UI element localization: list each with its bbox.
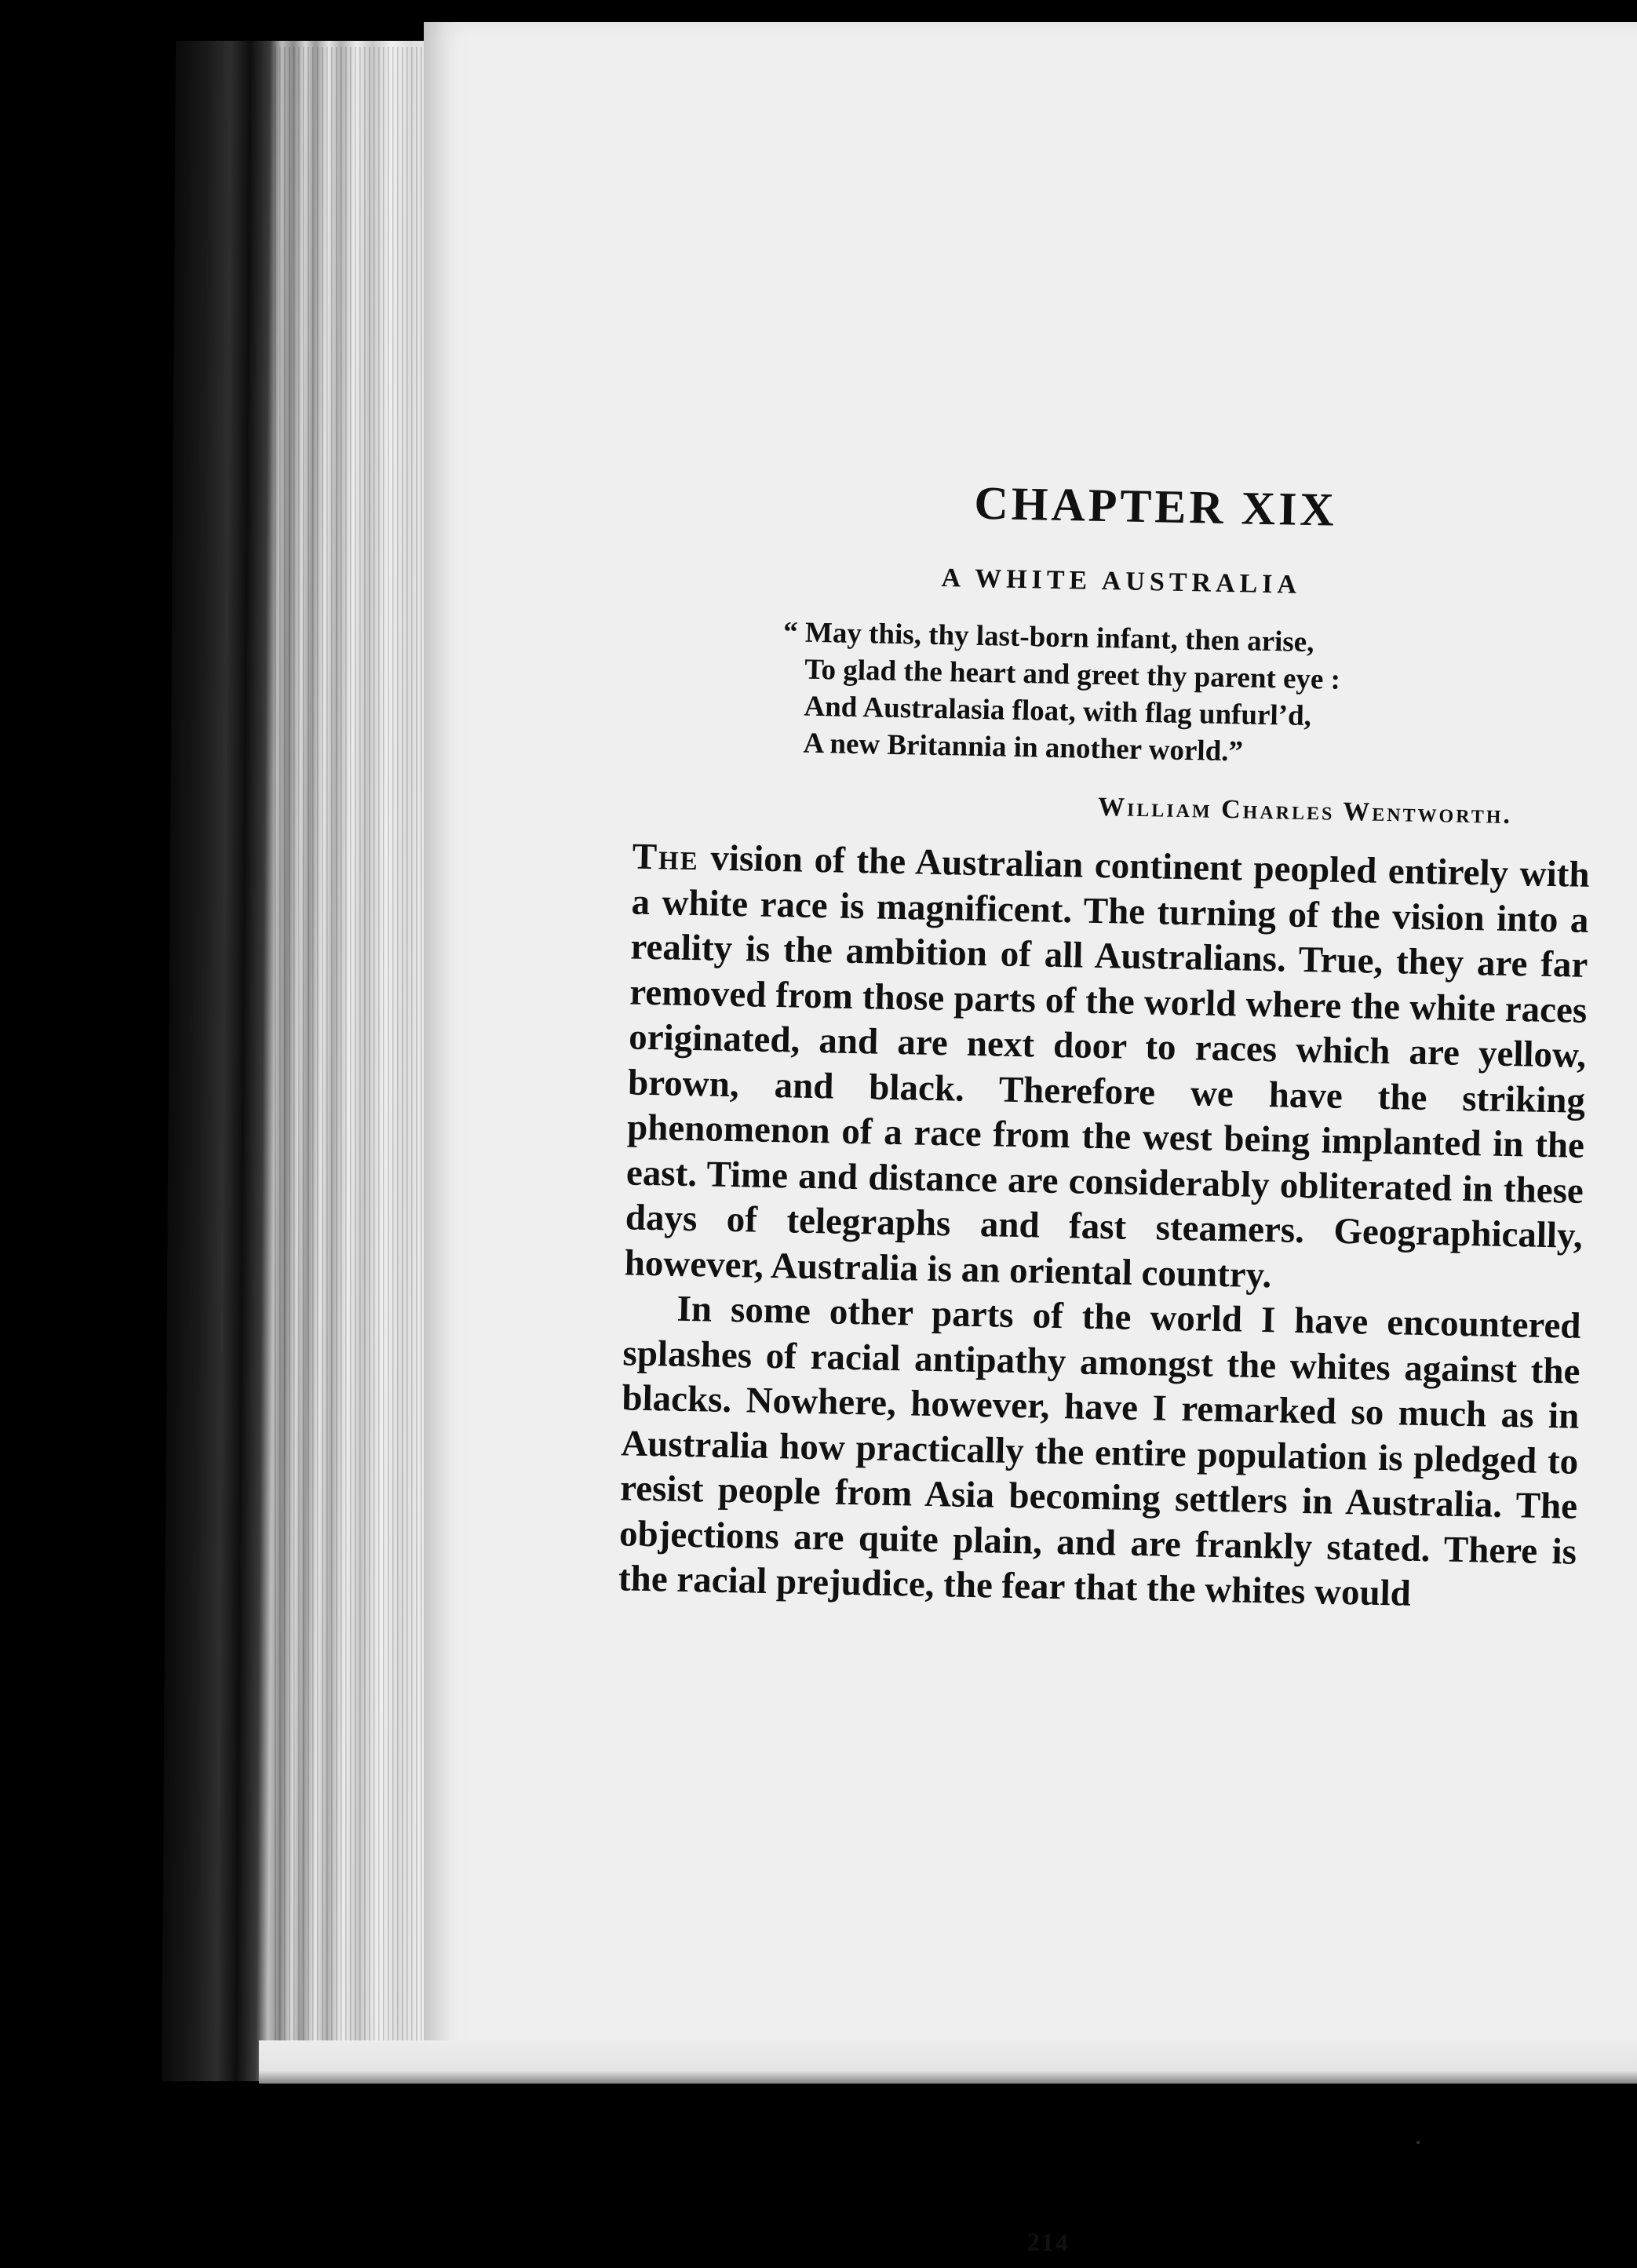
epigraph	[781, 614, 1341, 772]
epigraph-line: And Australasia float, with flag unfurl’d,	[804, 690, 1312, 733]
chapter-title: CHAPTER XIX	[973, 476, 1338, 536]
lead-word: The	[632, 836, 700, 879]
paragraph: In some other parts of the world I have encountered splashes of racial antipathy amongst the whites against the blacks. Nowhere, however, have I remarked so much as in Australia how practically the entire population is pledged to resist people from Asia becoming settlers in Australia. The objections are quite plain, and are frankly stated. There is the racial prejudice, the fear that the whites would	[618, 1288, 1581, 1614]
epigraph-line: “ May this, thy last-born infant, then arise,	[782, 616, 1314, 659]
body-text	[618, 835, 1591, 1621]
paragraph	[624, 835, 1590, 1304]
speck	[1416, 2141, 1420, 2144]
paragraph-text: vision of the Australian continent peopled entirely with a white race is magnificent. The turning of the vision into a reality is the ambition of all Australians. True, they are far removed from those parts of the world where the white races originated, and are next door to races which are yellow, brown, and black. Therefore we have the striking phenomenon of a race from the west being implanted in the east. Time and distance are considerably obliterated in these days of telegraphs and fast steamers. Geographically, however, Australia is an oriental country.	[624, 837, 1591, 1296]
page-number: 214	[1026, 2227, 1070, 2257]
epigraph-line: To glad the heart and greet thy parent eye :	[804, 653, 1341, 696]
epigraph-line: A new Britannia in another world.”	[803, 727, 1244, 768]
chapter-subtitle: A WHITE AUSTRALIA	[941, 563, 1302, 600]
epigraph-attribution: William Charles Wentworth.	[1097, 792, 1513, 830]
